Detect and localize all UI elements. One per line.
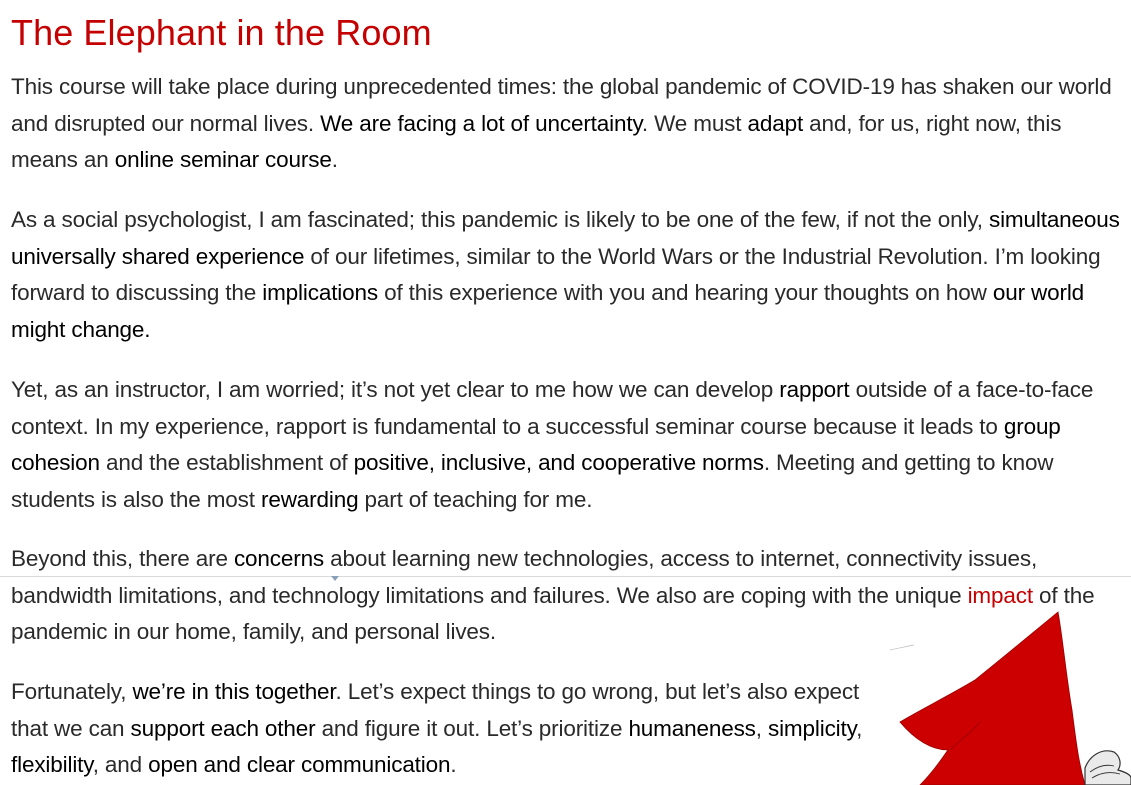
text-run: , and — [92, 752, 149, 777]
text-run: . Let’s expect things to go wrong, but let’s also expect that we can — [11, 679, 860, 741]
text-run: . Meeting and getting to know students is also the most — [11, 450, 1054, 512]
text-run: and figure it out. Let’s prioritize — [315, 715, 629, 741]
text-run: Beyond this, there are — [11, 546, 234, 571]
text-run: and the establishment of — [99, 450, 354, 475]
text-run: , — [755, 715, 768, 741]
text-run: . We must — [641, 110, 748, 136]
highlighted-phrase: open and clear communication — [148, 752, 451, 777]
text-run: outside of a face-to-face context. In my experience, rapport is fundamental to a successful seminar course because it leads to — [11, 377, 1094, 439]
paragraph-3 — [11, 372, 1121, 518]
highlighted-phrase: concerns — [233, 546, 325, 571]
text-run: of this experience with you and hearing your thoughts on how — [377, 280, 993, 305]
highlighted-phrase: group cohesion — [11, 413, 1061, 475]
highlighted-phrase-red: impact — [967, 582, 1033, 608]
text-run: . — [331, 147, 338, 172]
paragraph-1 — [11, 69, 1121, 179]
highlighted-phrase: online seminar course — [114, 147, 332, 172]
page-title: The Elephant in the Room — [11, 12, 432, 53]
highlighted-phrase: flexibility — [11, 752, 93, 777]
red-elephant-illustration-icon — [880, 600, 1131, 785]
text-run: Fortunately, — [11, 679, 133, 704]
highlighted-phrase: positive, inclusive, and cooperative norms — [353, 450, 764, 475]
highlighted-phrase: We are facing a lot of uncertainty — [320, 110, 642, 136]
highlighted-phrase: humaneness — [628, 715, 756, 741]
highlighted-phrase: support each other — [130, 715, 316, 741]
text-run: of our lifetimes, similar to the World Wars or the Industrial Revolution. I’m looking forward to discussing the — [11, 243, 1101, 305]
text-run: and, for us, right now, this means an — [11, 110, 1062, 172]
divider-line — [0, 576, 1131, 577]
highlighted-phrase: adapt — [747, 110, 804, 136]
text-run: about learning new technologies, access to internet, connectivity issues, bandwidth limitations, and technology limitations and failures. We also are coping with the unique — [11, 546, 1038, 608]
highlighted-phrase: our world might change. — [11, 280, 1085, 342]
highlighted-phrase: simplicity — [767, 715, 857, 741]
highlighted-phrase: rapport — [779, 377, 850, 402]
highlighted-phrase: rewarding — [260, 486, 359, 512]
paragraph-2 — [11, 202, 1121, 348]
paragraph-5 — [11, 674, 891, 784]
text-run: part of teaching for me. — [358, 486, 593, 512]
elephant-trunk-shape — [1085, 751, 1131, 785]
highlighted-phrase: simultaneous universally shared experience — [11, 207, 1120, 269]
highlighted-phrase: we’re in this together — [132, 679, 336, 704]
text-run: of the pandemic in our home, family, and personal lives. — [11, 582, 1095, 644]
text-run: This course will take place during unprecedented times: the global pandemic of COVID-19 has shaken our world and disrupted our normal lives. — [11, 74, 1112, 136]
text-run: , — [856, 715, 863, 741]
text-run: Yet, as an instructor, I am worried; it’s not yet clear to me how we can develop — [11, 377, 780, 402]
elephant-ear-shape — [900, 612, 1085, 785]
text-run: . — [450, 752, 457, 777]
highlighted-phrase: implications — [262, 280, 378, 305]
caret-marker-icon — [331, 576, 339, 581]
text-run: As a social psychologist, I am fascinated; this pandemic is likely to be one of the few, if not the only, — [11, 207, 989, 232]
sketch-line — [890, 645, 914, 650]
